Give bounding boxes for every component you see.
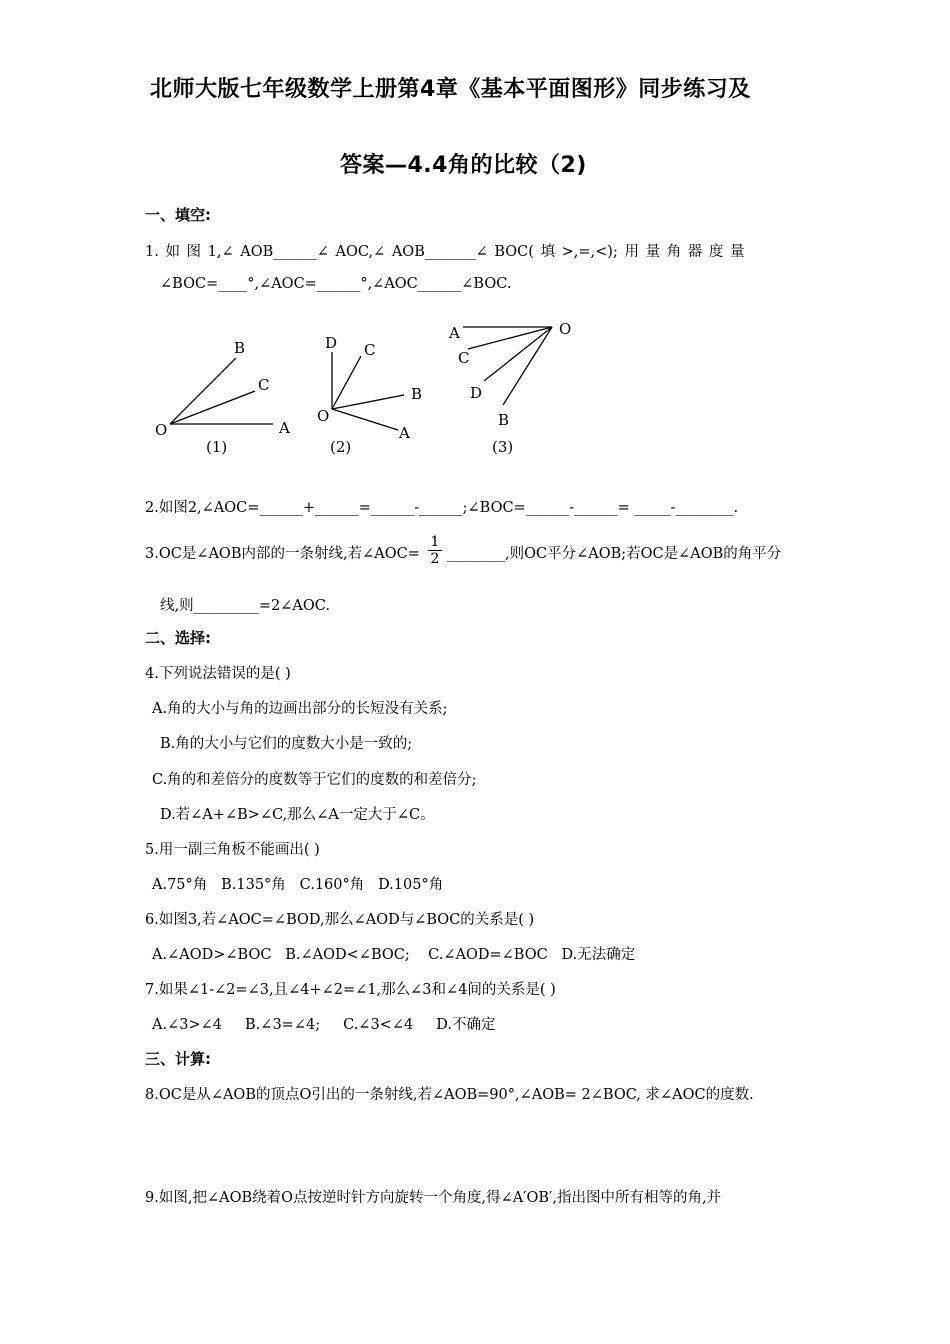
q3-fraction <box>428 534 442 567</box>
fig1-label-O: O <box>155 421 168 439</box>
fig3-ray-OC <box>468 327 552 349</box>
fig2-label-D: D <box>325 334 338 352</box>
fig1-ray-OC <box>170 391 255 424</box>
fig3-label-B: B <box>498 411 510 429</box>
q1-line-2: ∠BOC=____°,∠AOC=______°,∠AOC______∠BOC. <box>160 276 512 292</box>
fig3-label-A: A <box>449 324 460 342</box>
section-calc-heading: 三、计算: <box>145 1050 211 1068</box>
q5-options: A.75°角 B.135°角 C.160°角 D.105°角 <box>152 877 444 893</box>
q2-text: 2.如图2,∠AOC=______+______=______-______;∠BOC=______-______= _____-________. <box>145 500 739 516</box>
q4-option-d: D.若∠A+∠B>∠C,那么∠A一定大于∠C。 <box>160 807 435 823</box>
fig3-ray-OD <box>484 327 552 381</box>
q8-text: 8.OC是从∠AOB的顶点O引出的一条射线,若∠AOB=90°,∠AOB= 2∠BOC, 求∠AOC的度数. <box>145 1087 754 1103</box>
fig2-caption: (2) <box>330 438 352 456</box>
q3-line-2: 线,则_________=2∠AOC. <box>160 598 330 614</box>
title-line-2: 答案—4.4角的比较（2) <box>340 153 587 178</box>
fig3-caption: (3) <box>492 438 514 456</box>
figure-2 <box>332 352 404 430</box>
fig1-caption: (1) <box>206 438 228 456</box>
q3-text-pre: 3.OC是∠AOB内部的一条射线,若∠AOC= <box>145 546 420 562</box>
fig2-label-O: O <box>317 407 330 425</box>
q4-option-c: C.角的和差倍分的度数等于它们的度数的和差倍分; <box>152 772 477 788</box>
fig2-label-A: A <box>399 424 410 442</box>
q3-text-post: ________,则OC平分∠AOB;若OC是∠AOB的角平分 <box>447 546 782 562</box>
fig3-label-D: D <box>470 384 483 402</box>
fig2-ray-OB <box>332 395 404 409</box>
q3-fraction-numerator: 1 <box>428 534 442 551</box>
q5-stem: 5.用一副三角板不能画出( ) <box>145 842 320 858</box>
angle-figures <box>140 315 600 465</box>
fig1-ray-OB <box>170 358 236 424</box>
q9-text: 9.如图,把∠AOB绕着O点按逆时针方向旋转一个角度,得∠A′OB′,指出图中所有相等的角,并 <box>145 1190 722 1206</box>
fig1-label-B: B <box>234 339 246 357</box>
q3-fraction-denominator: 2 <box>430 551 440 567</box>
fig1-label-C: C <box>258 376 270 394</box>
q7-options: A.∠3>∠4 B.∠3=∠4; C.∠3<∠4 D.不确定 <box>152 1017 496 1033</box>
fig3-ray-OB <box>503 327 552 405</box>
q6-stem: 6.如图3,若∠AOC=∠BOD,那么∠AOD与∠BOC的关系是( ) <box>145 912 535 928</box>
q7-stem: 7.如果∠1-∠2=∠3,且∠4+∠2=∠1,那么∠3和∠4间的关系是( ) <box>145 982 556 998</box>
section-fill-heading: 一、填空: <box>145 206 211 224</box>
fig2-label-B: B <box>411 385 423 403</box>
q4-option-b: B.角的大小与它们的度数大小是一致的; <box>160 736 413 752</box>
fig2-label-C: C <box>364 341 376 359</box>
q6-options: A.∠AOD>∠BOC B.∠AOD<∠BOC; C.∠AOD=∠BOC D.无法确定 <box>152 947 636 963</box>
q1-line-1: 1. 如 图 1,∠ AOB______∠ AOC,∠ AOB_______∠ BOC( 填 >,=,<); 用 量 角 器 度 量 <box>145 244 745 260</box>
fig3-label-C: C <box>458 349 470 367</box>
fig2-ray-OC <box>332 356 361 409</box>
section-choice-heading: 二、选择: <box>145 629 211 647</box>
fig2-ray-OA <box>332 409 398 430</box>
q4-stem: 4.下列说法错误的是( ) <box>145 666 291 682</box>
title-line-1: 北师大版七年级数学上册第4章《基本平面图形》同步练习及 <box>150 77 751 102</box>
fig3-label-O: O <box>559 320 572 338</box>
fig1-label-A: A <box>279 419 290 437</box>
q4-option-a: A.角的大小与角的边画出部分的长短没有关系; <box>152 701 448 717</box>
